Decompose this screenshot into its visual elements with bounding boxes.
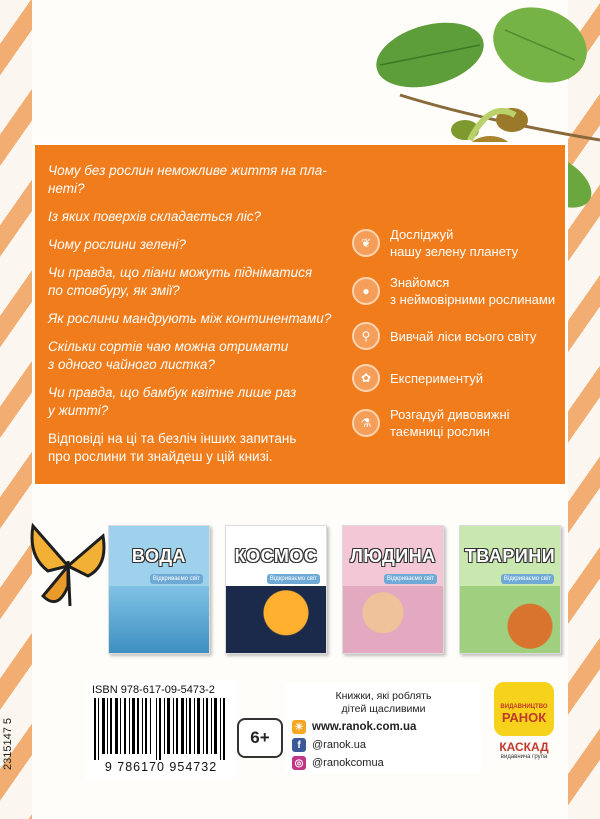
feature-text: Вивчай ліси всього світу: [390, 328, 537, 344]
book-illustration: [460, 586, 560, 653]
flower-icon: ✿: [352, 364, 380, 392]
book-subtitle: Відкриваємо світ: [501, 574, 554, 584]
series-books: [108, 525, 568, 653]
kaskad-logo-text: КАСКАД: [499, 740, 549, 754]
book-cover-tvaryny[interactable]: [459, 525, 561, 654]
question-list: [48, 162, 348, 466]
book-subtitle: Відкриваємо світ: [384, 574, 437, 584]
website-row: [292, 720, 416, 734]
book-title: КОСМОС: [234, 546, 318, 566]
apple-icon: ●: [352, 277, 380, 305]
feature-item: [352, 226, 567, 260]
question-item: Із яких поверхів складається ліс?: [48, 209, 262, 224]
plant-icon: ❦: [352, 229, 380, 257]
kaskad-logo-sub: видавнича група: [500, 754, 548, 760]
book-illustration: [343, 586, 443, 653]
question-item: Скільки сортів чаю можна отримати з одного чайного листка?: [48, 339, 289, 372]
feature-item: [352, 406, 567, 440]
website-link[interactable]: www.ranok.com.ua: [312, 721, 417, 733]
feature-text: Досліджуй нашу зелену планету: [390, 227, 519, 259]
book-illustration: [109, 586, 209, 653]
feature-text: Розгадуй дивовижні таємниці рослин: [390, 407, 510, 439]
question-item: Чому рослини зелені?: [48, 237, 187, 252]
facebook-icon: f: [292, 738, 306, 752]
publisher-logos: [488, 678, 560, 778]
facebook-handle[interactable]: @ranok.ua: [312, 739, 366, 751]
instagram-handle[interactable]: @ranokcomua: [312, 757, 384, 769]
feature-text: Знайомся з неймовірними рослинами: [390, 275, 556, 307]
isbn-text: ISBN 978-617-09-5473-2: [92, 684, 215, 696]
instagram-row: [292, 756, 384, 770]
book-cover-kosmos[interactable]: [225, 525, 327, 654]
barcode-bars: [94, 698, 226, 760]
book-cover-voda[interactable]: [108, 525, 210, 654]
book-subtitle: Відкриваємо світ: [150, 574, 203, 584]
book-title: ЛЮДИНА: [350, 546, 436, 566]
microscope-icon: ⚗: [352, 409, 380, 437]
book-cover-liudyna[interactable]: [342, 525, 444, 654]
instagram-icon: ◎: [292, 756, 306, 770]
book-title: ВОДА: [131, 546, 187, 566]
vertical-code: 2315147 5: [2, 718, 14, 770]
feature-text: Експериментуй: [390, 370, 483, 386]
sun-logo-icon: ☀: [292, 720, 306, 734]
ean-text: 9 786170 954732: [104, 760, 218, 774]
age-rating-badge: 6+: [237, 718, 283, 758]
publisher-tagline: Книжки, які роблять дітей щасливими: [335, 690, 432, 715]
publisher-info: [286, 682, 481, 774]
question-item: Чи правда, що ліани можуть підніматися по стовбуру, як змії?: [48, 265, 313, 298]
ranok-logo: [494, 682, 554, 736]
facebook-row: [292, 738, 366, 752]
question-item: Як рослини мандрують між континентами?: [48, 311, 332, 326]
book-title: ТВАРИНИ: [464, 546, 556, 566]
question-item: Чому без рослин неможливе життя на пла- неті?: [48, 163, 327, 196]
feature-item: [352, 322, 567, 350]
barcode: [86, 680, 236, 780]
feature-item: [352, 364, 567, 392]
book-subtitle: Відкриваємо світ: [267, 574, 320, 584]
ranok-logo-top: ВИДАВНИЦТВО: [500, 704, 548, 710]
book-illustration: [226, 586, 326, 653]
butterfly-illustration: [28, 516, 108, 616]
feature-item: [352, 274, 567, 308]
feature-list: [352, 226, 567, 454]
answer-text: Відповіді на ці та безліч інших запитань про рослини ти знайдеш у цій книзі.: [48, 431, 297, 464]
magnifier-icon: ⚲: [352, 322, 380, 350]
question-item: Чи правда, що бамбук квітне лише раз у житті?: [48, 385, 297, 418]
kaskad-logo: [494, 740, 554, 768]
ranok-logo-text: РАНОК: [501, 710, 547, 725]
